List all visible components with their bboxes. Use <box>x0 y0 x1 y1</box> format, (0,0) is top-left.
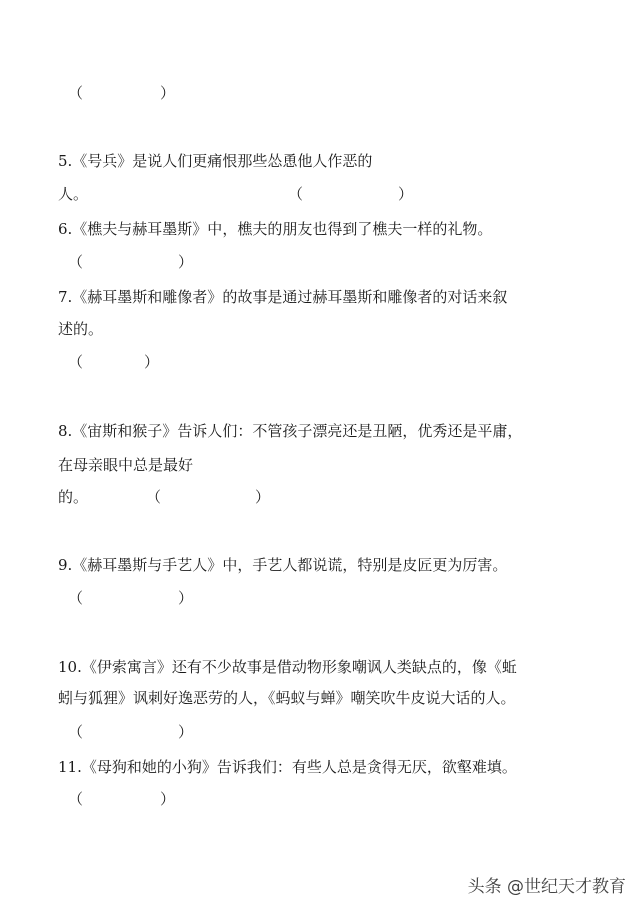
answer-blank-open: （ <box>68 253 84 271</box>
answer-blank-close: ） <box>178 253 194 271</box>
watermark: 头条 @世纪天才教育 <box>467 877 626 897</box>
question-8-text: 8.《宙斯和猴子》告诉人们：不管孩子漂亮还是丑陋，优秀还是平庸， <box>58 422 523 440</box>
answer-blank-open: （ <box>68 353 84 371</box>
question-5-text: 5.《号兵》是说人们更痛恨那些怂恿他人作恶的 <box>58 152 373 170</box>
answer-blank-close: ） <box>178 589 194 607</box>
question-8-text-cont2: 的。 <box>58 488 89 506</box>
answer-blank-open: （ <box>288 185 304 203</box>
answer-blank-close: ） <box>255 488 271 506</box>
answer-blank-open: （ <box>146 488 162 506</box>
answer-blank-close: ） <box>178 723 194 741</box>
question-7-text: 7.《赫耳墨斯和雕像者》的故事是通过赫耳墨斯和雕像者的对话来叙 <box>58 288 508 306</box>
answer-blank-close: ） <box>160 84 176 102</box>
answer-blank-open: （ <box>68 84 84 102</box>
answer-blank-open: （ <box>68 589 84 607</box>
question-5-text-cont: 人。 <box>58 185 89 203</box>
answer-blank-close: ） <box>160 790 176 808</box>
question-8-text-cont: 在母亲眼中总是最好 <box>58 456 194 474</box>
question-11-text: 11.《母狗和她的小狗》告诉我们：有些人总是贪得无厌，欲壑难填。 <box>58 758 517 776</box>
answer-blank-open: （ <box>68 723 84 741</box>
question-10-text: 10.《伊索寓言》还有不少故事是借动物形象嘲讽人类缺点的，像《蚯 <box>58 658 517 676</box>
question-9-text: 9.《赫耳墨斯与手艺人》中，手艺人都说谎，特别是皮匠更为厉害。 <box>58 556 508 574</box>
answer-blank-open: （ <box>68 790 84 808</box>
question-10-text-cont: 蚓与狐狸》讽刺好逸恶劳的人，《蚂蚁与蝉》嘲笑吹牛皮说大话的人。 <box>58 689 516 707</box>
answer-blank-close: ） <box>144 353 160 371</box>
question-7-text-cont: 述的。 <box>58 320 104 338</box>
answer-blank-close: ） <box>398 185 414 203</box>
question-6-text: 6.《樵夫与赫耳墨斯》中，樵夫的朋友也得到了樵夫一样的礼物。 <box>58 220 493 238</box>
